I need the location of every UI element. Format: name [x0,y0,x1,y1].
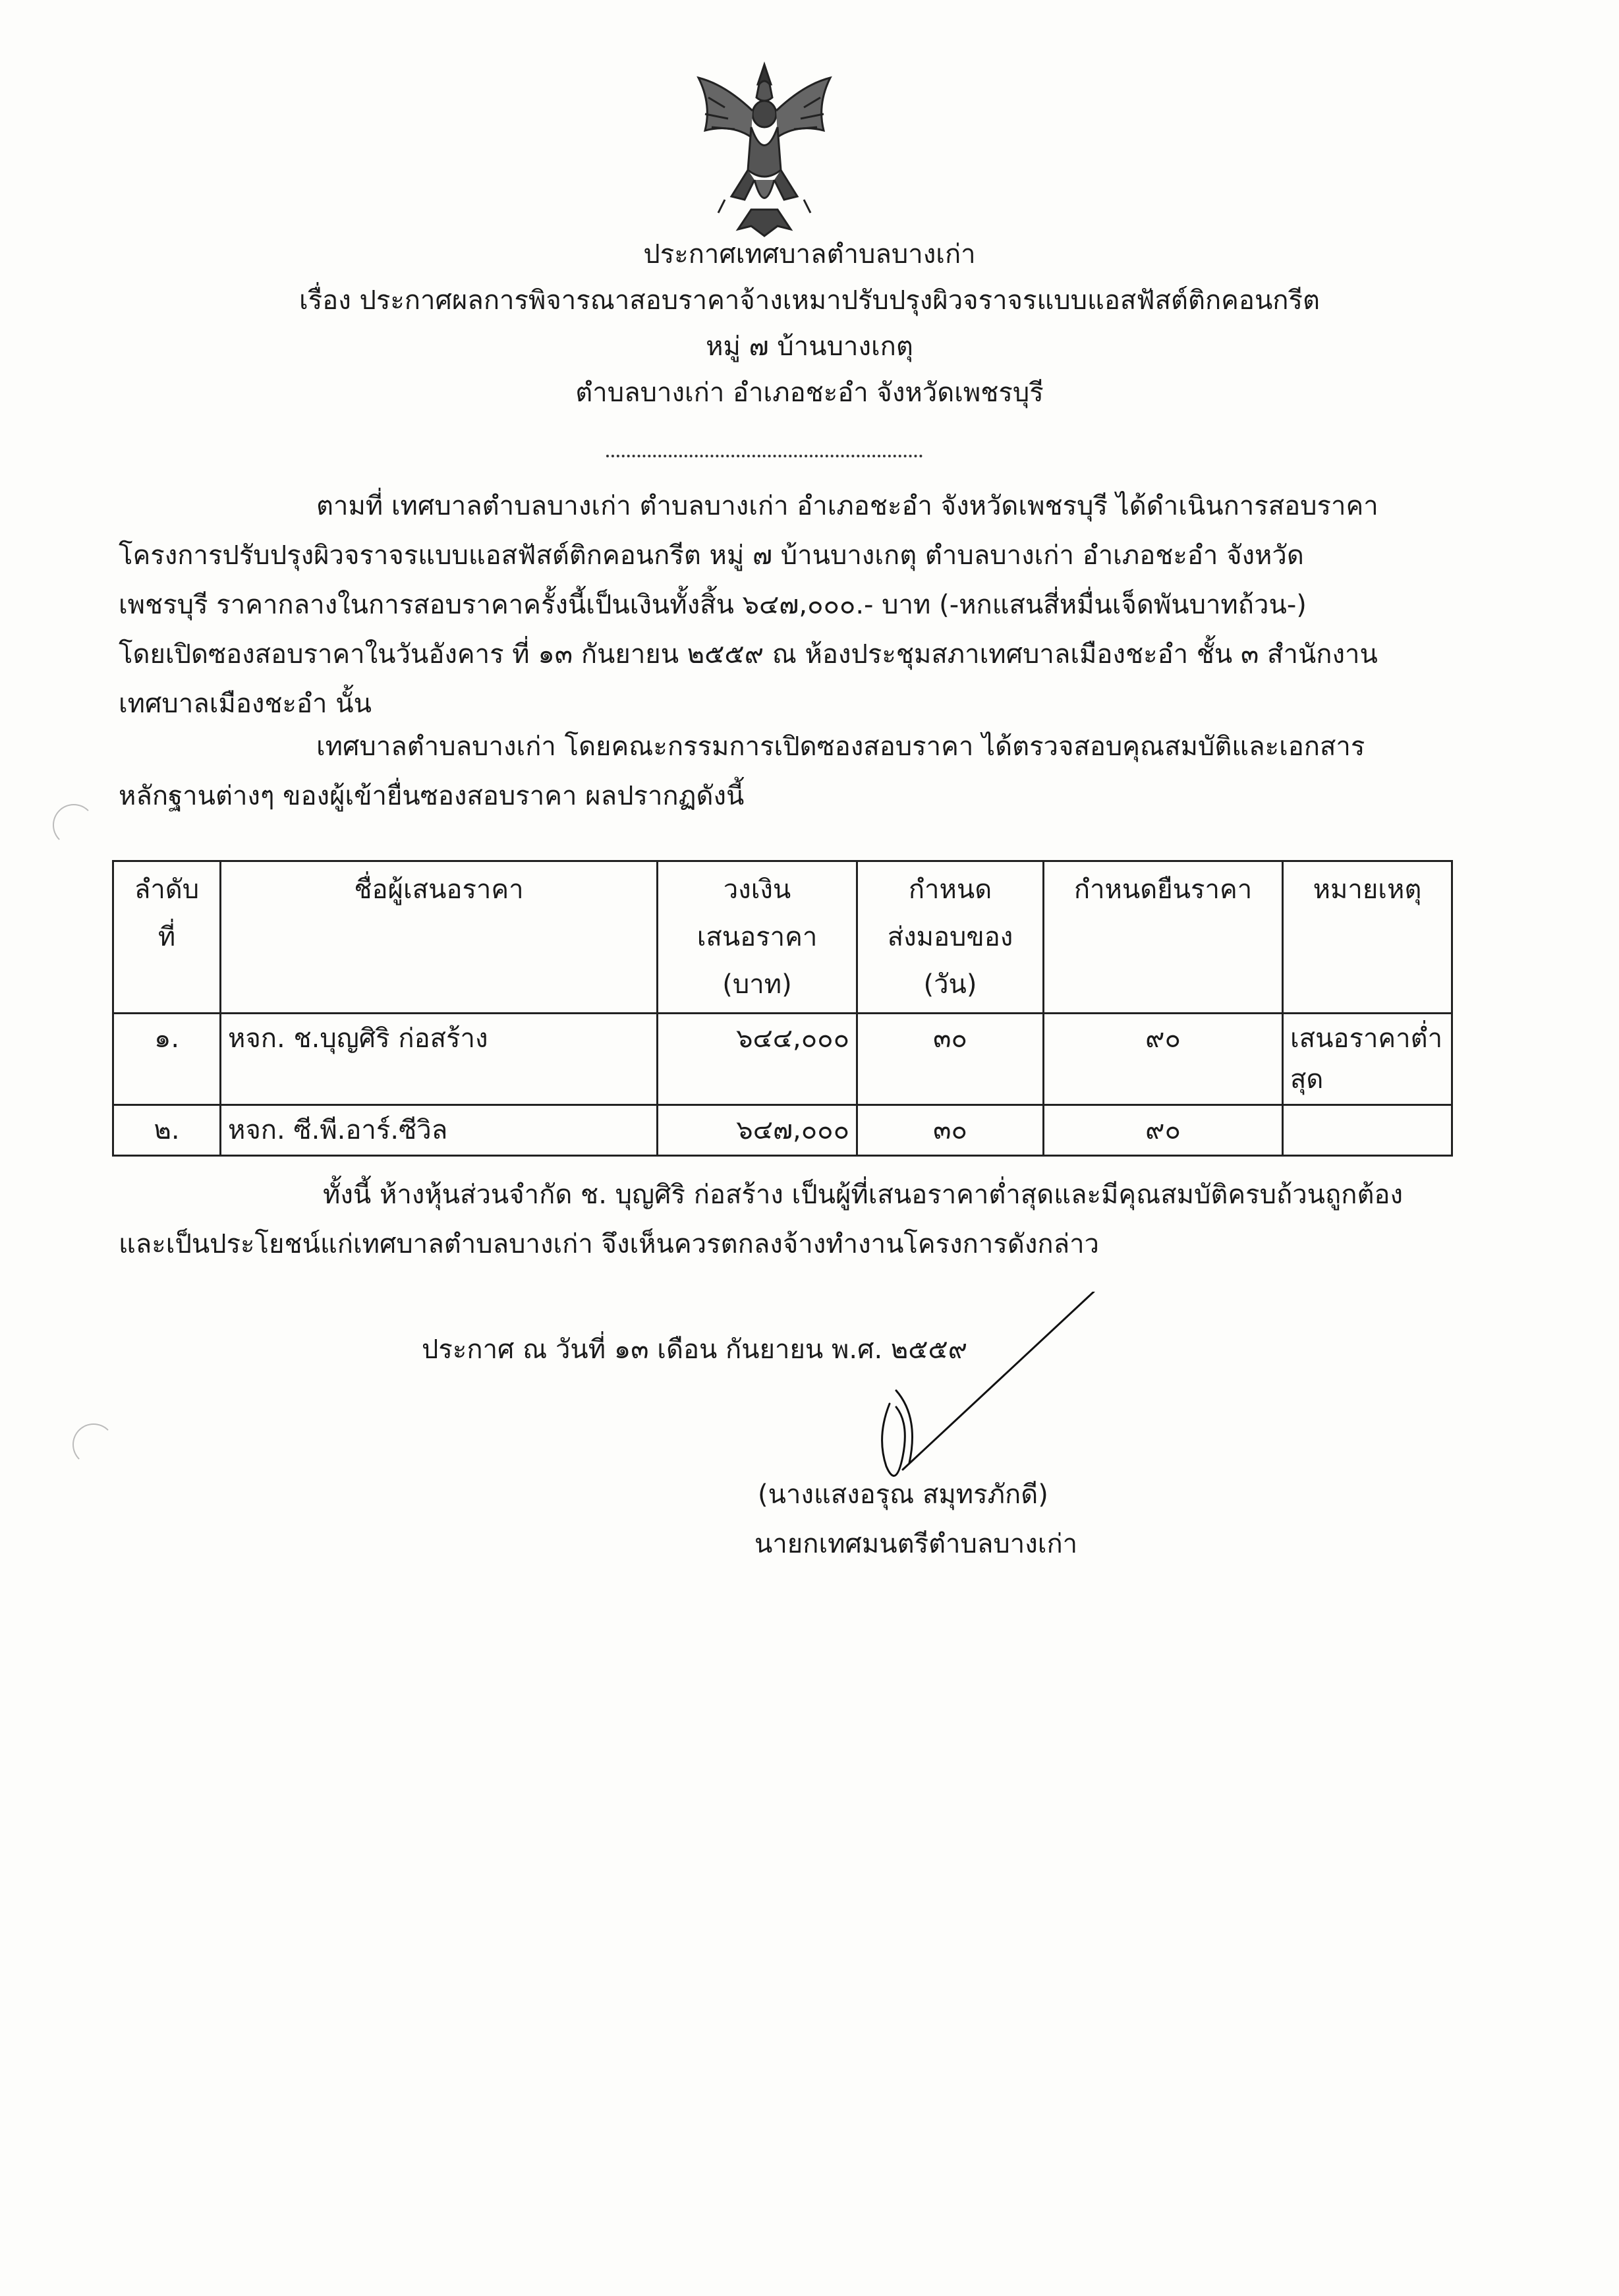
cell-delivery: ๓๐ [857,1014,1044,1105]
column-header-no-line-1: ลำดับ [134,875,200,905]
column-header-delivery [857,861,1044,1014]
paragraph-3-line-1: ทั้งนี้ ห้างหุ้นส่วนจำกัด ช. บุญศิริ ก่อสร้าง เป็นผู้ที่เสนอราคาต่ำสุดและมีคุณสมบัติครบถ้วนถูกต้อง [323,1180,1403,1210]
cell-validity: ๙๐ [1044,1105,1283,1156]
column-header-delivery-line-1: กำหนด [908,875,992,905]
column-header-no [113,861,221,1014]
paragraph-1-line-2: โครงการปรับปรุงผิวจราจรแบบแอสฟัสต์ติกคอนกรีต หมู่ ๗ บ้านบางเกตุ ตำบลบางเก่า อำเภอชะอำ จังหวัด [119,540,1304,571]
cell-validity: ๙๐ [1044,1014,1283,1105]
scan-mark [72,1423,115,1466]
paragraph-1-line-5: เทศบาลเมืองชะอำ นั้น [119,689,372,719]
cell-remark [1283,1105,1452,1156]
header-line-3: หมู่ ๗ บ้านบางเกตุ [706,331,913,362]
column-header-remark-text: หมายเหตุ [1313,875,1422,905]
paragraph-3-line-2: และเป็นประโยชน์แก่เทศบาลตำบลบางเก่า จึงเห็นควรตกลงจ้างทำงานโครงการดังกล่าว [119,1229,1100,1259]
column-header-delivery-line-2: ส่งมอบของ [887,922,1013,952]
signature-handwritten [804,1292,1120,1503]
cell-no: ๒. [113,1105,221,1156]
column-header-name-text: ชื่อผู้เสนอราคา [354,875,524,905]
cell-delivery: ๓๐ [857,1105,1044,1156]
table-row [113,1014,1452,1105]
cell-name: หจก. ซี.พี.อาร์.ซีวิล [221,1105,658,1156]
cell-no: ๑. [113,1014,221,1105]
column-header-amount-line-3: (บาท) [722,969,792,1000]
header-line-4: ตำบลบางเก่า อำเภอชะอำ จังหวัดเพชรบุรี [575,378,1044,408]
column-header-delivery-line-3: (วัน) [923,969,977,1000]
signatory-name: (นางแสงอรุณ สมุทรภักดี) [758,1479,1048,1510]
header-line-2: เรื่อง ประกาศผลการพิจารณาสอบราคาจ้างเหมาปรับปรุงผิวจราจรแบบแอสฟัสต์ติกคอนกรีต [299,285,1320,316]
column-header-no-line-2: ที่ [157,922,176,952]
paragraph-1-line-1: ตามที่ เทศบาลตำบลบางเก่า ตำบลบางเก่า อำเภอชะอำ จังหวัดเพชรบุรี ได้ดำเนินการสอบราคา [316,491,1378,521]
separator-dotted-line [606,455,923,457]
column-header-validity-text: กำหนดยืนราคา [1073,875,1253,905]
column-header-amount-line-2: เสนอราคา [696,922,818,952]
paragraph-2-line-2: หลักฐานต่างๆ ของผู้เข้ายื่นซองสอบราคา ผลปรากฏดังนี้ [119,781,745,811]
paragraph-1-line-3: เพชรบุรี ราคากลางในการสอบราคาครั้งนี้เป็นเงินทั้งสิ้น ๖๔๗,๐๐๐.- บาท (-หกแสนสี่หมื่นเจ็ดพันบาทถ้วน-) [119,590,1307,620]
column-header-name [221,861,658,1014]
column-header-amount-line-1: วงเงิน [723,875,791,905]
header-line-1: ประกาศเทศบาลตำบลบางเก่า [643,239,976,270]
table-header-row [113,861,1452,1014]
paragraph-1-line-4: โดยเปิดซองสอบราคาในวันอังคาร ที่ ๑๓ กันยายน ๒๕๕๙ ณ ห้องประชุมสภาเทศบาลเมืองชะอำ ชั้น ๓ สำนักงาน [119,639,1378,670]
cell-amount: ๖๔๗,๐๐๐ [658,1105,857,1156]
column-header-remark [1283,861,1452,1014]
scan-mark [53,804,95,846]
table-row [113,1105,1452,1156]
cell-name: หจก. ช.บุญศิริ ก่อสร้าง [221,1014,658,1105]
bid-results-table [112,860,1453,1157]
signatory-title: นายกเทศมนตรีตำบลบางเก่า [754,1529,1078,1559]
column-header-amount [658,861,857,1014]
cell-remark: เสนอราคาต่ำสุด [1283,1014,1452,1105]
column-header-validity [1044,861,1283,1014]
garuda-emblem [685,58,843,243]
cell-amount: ๖๔๔,๐๐๐ [658,1014,857,1105]
announcement-date: ประกาศ ณ วันที่ ๑๓ เดือน กันยายน พ.ศ. ๒๕๕๙ [422,1335,968,1365]
paragraph-2-line-1: เทศบาลตำบลบางเก่า โดยคณะกรรมการเปิดซองสอบราคา ได้ตรวจสอบคุณสมบัติและเอกสาร [316,732,1365,762]
